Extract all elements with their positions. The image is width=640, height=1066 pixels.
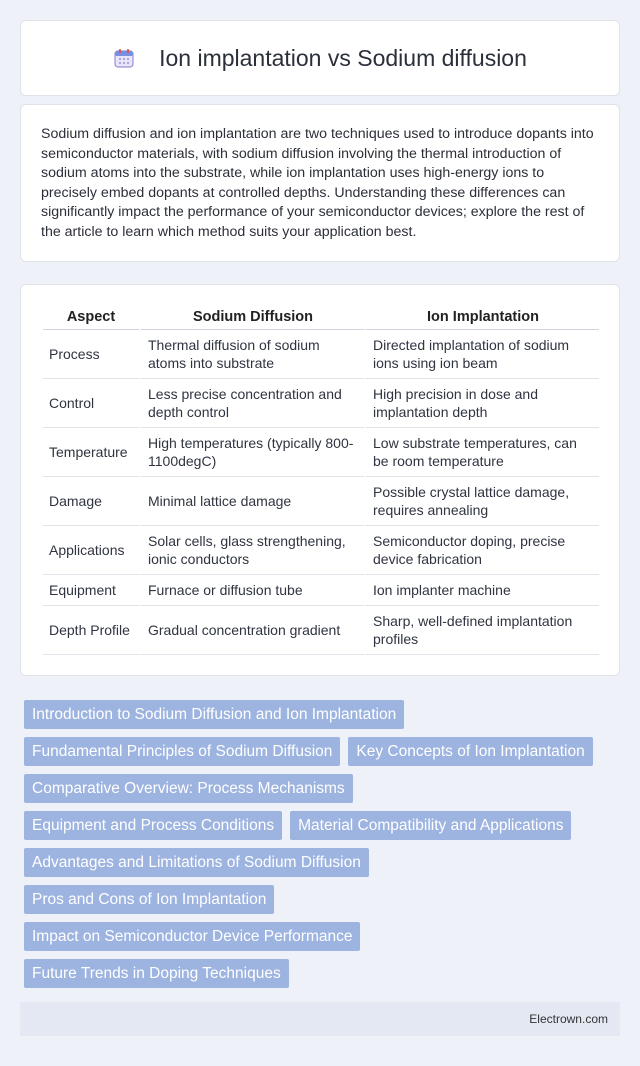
link-row [24, 848, 620, 877]
row-sodium: Less precise concentration and depth control [139, 379, 364, 428]
link-row [24, 700, 620, 729]
comparison-table [43, 305, 599, 655]
footer-brand[interactable]: Electrown.com [529, 1012, 608, 1026]
topic-link[interactable]: Comparative Overview: Process Mechanisms [24, 774, 353, 803]
table-row [43, 428, 599, 477]
table-row [43, 575, 599, 606]
row-ion: Semiconductor doping, precise device fabrication [364, 526, 599, 575]
row-sodium: Furnace or diffusion tube [139, 575, 364, 606]
row-aspect: Equipment [43, 575, 139, 606]
row-sodium: Thermal diffusion of sodium atoms into substrate [139, 330, 364, 379]
row-ion: High precision in dose and implantation depth [364, 379, 599, 428]
link-row [24, 922, 620, 951]
calendar-icon [113, 47, 135, 69]
topic-link[interactable]: Future Trends in Doping Techniques [24, 959, 289, 988]
row-aspect: Control [43, 379, 139, 428]
table-row [43, 526, 599, 575]
row-aspect: Applications [43, 526, 139, 575]
topic-link[interactable]: Impact on Semiconductor Device Performance [24, 922, 360, 951]
link-row [24, 959, 620, 988]
topic-link[interactable]: Pros and Cons of Ion Implantation [24, 885, 274, 914]
header-ion-implantation: Ion Implantation [364, 305, 599, 330]
row-ion: Possible crystal lattice damage, requires annealing [364, 477, 599, 526]
row-aspect: Damage [43, 477, 139, 526]
page-title: Ion implantation vs Sodium diffusion [159, 44, 527, 71]
header-sodium-diffusion: Sodium Diffusion [139, 305, 364, 330]
link-row [24, 774, 620, 803]
row-aspect: Depth Profile [43, 606, 139, 655]
row-ion: Ion implanter machine [364, 575, 599, 606]
topic-link[interactable]: Fundamental Principles of Sodium Diffusion [24, 737, 340, 766]
table-row [43, 379, 599, 428]
link-row [24, 811, 620, 840]
row-ion: Low substrate temperatures, can be room temperature [364, 428, 599, 477]
row-sodium: Minimal lattice damage [139, 477, 364, 526]
link-row [24, 885, 620, 914]
row-ion: Directed implantation of sodium ions using ion beam [364, 330, 599, 379]
topic-link[interactable]: Equipment and Process Conditions [24, 811, 282, 840]
topic-links [24, 700, 620, 996]
row-sodium: Solar cells, glass strengthening, ionic conductors [139, 526, 364, 575]
row-aspect: Temperature [43, 428, 139, 477]
row-ion: Sharp, well-defined implantation profiles [364, 606, 599, 655]
table-row [43, 606, 599, 655]
table-row [43, 330, 599, 379]
table-header-row [43, 305, 599, 330]
intro-card [20, 104, 620, 262]
header-aspect: Aspect [43, 305, 139, 330]
row-sodium: Gradual concentration gradient [139, 606, 364, 655]
table-row [43, 477, 599, 526]
footer [20, 1002, 620, 1036]
intro-paragraph: Sodium diffusion and ion implantation are two techniques used to introduce dopants into semiconductor materials, with sodium diffusion involving the thermal introduction of sodium atoms into the substrate, while ion implantation uses high-energy ions to precisely embed dopants at controlled depths. Understanding these differences can significantly impact the performance of your semiconductor devices; explore the rest of the article to learn which method suits your application best. [41, 126, 594, 240]
topic-link[interactable]: Advantages and Limitations of Sodium Diffusion [24, 848, 369, 877]
row-aspect: Process [43, 330, 139, 379]
link-row [24, 737, 620, 766]
topic-link[interactable]: Key Concepts of Ion Implantation [348, 737, 592, 766]
title-card [20, 20, 620, 96]
comparison-table-card [20, 284, 620, 676]
topic-link[interactable]: Material Compatibility and Applications [290, 811, 571, 840]
topic-link[interactable]: Introduction to Sodium Diffusion and Ion Implantation [24, 700, 404, 729]
row-sodium: High temperatures (typically 800-1100degC) [139, 428, 364, 477]
